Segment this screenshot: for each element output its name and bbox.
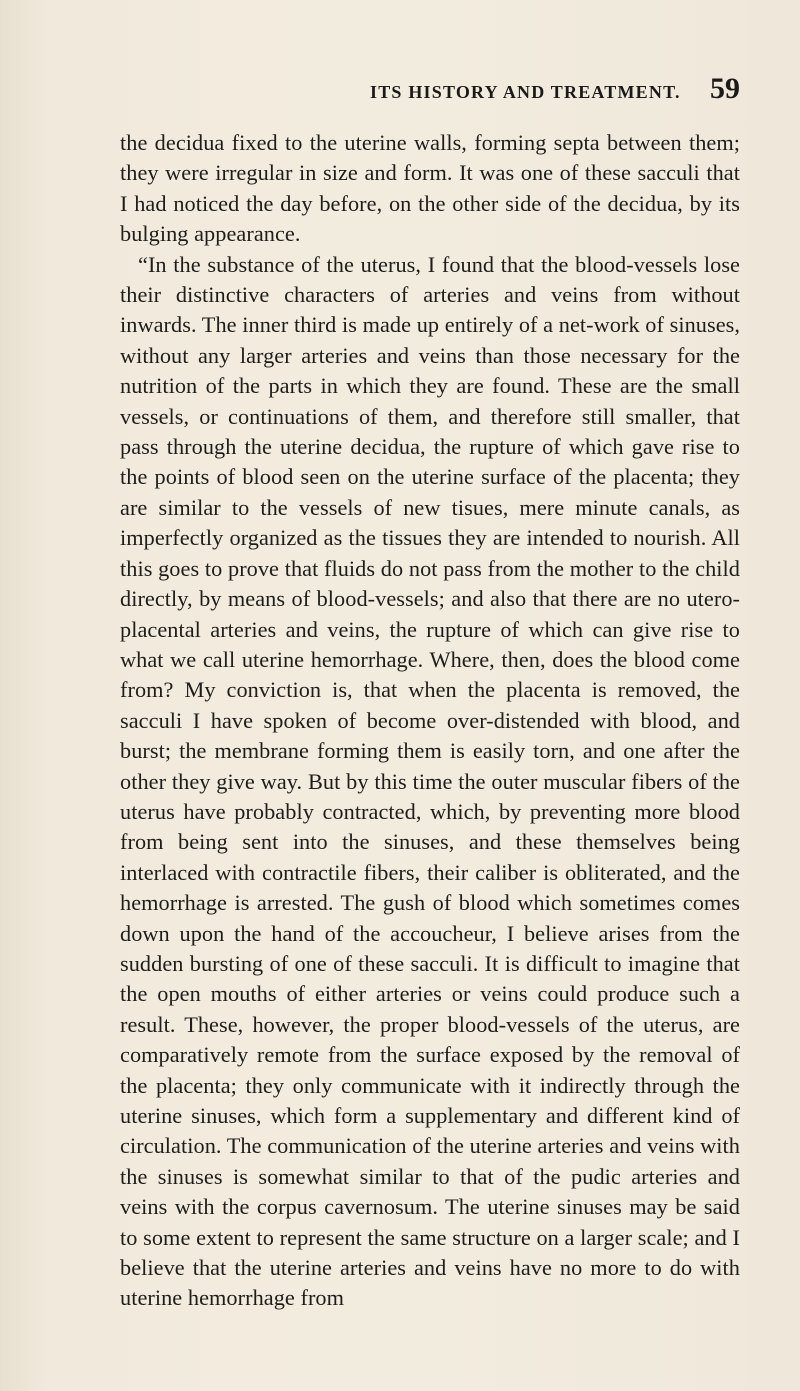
paragraph-quote: “In the substance of the uterus, I found that the blood-vessels lose their distinctive characters of arteries and veins from without inwards. The inner third is made up entirely of a net-work of sinuses, without any larger arteries and veins than those necessary for the nutrition of the parts in which they are found. These are the small vessels, or continuations of them, and therefore still smaller, that pass through the uterine decidua, the rupture of which gave rise to the points of blood seen on the uterine surface of the placenta; they are similar to the vessels of new tisues, mere minute canals, as imperfectly organized as the tissues they are intended to nourish. All this goes to prove that fluids do not pass from the mother to the child directly, by means of blood-vessels; and also that there are no utero-placental arteries and veins, the rupture of which can give rise to what we call uterine hemorrhage. Where, then, does the blood come from? My conviction is, that when the placenta is removed, the sacculi I have spoken of become over-distended with blood, and burst; the membrane forming them is easily torn, and one after the other they give way. But by this time the outer muscular fibers of the uterus have probably contracted, which, by preventing more blood from being sent into the sinuses, and these themselves being interlaced with contractile fibers, their caliber is obliterated, and the hemorrhage is arrested. The gush of blood which sometimes comes down upon the hand of the accoucheur, I believe arises from the sudden bursting of one of these sacculi. It is difficult to imagine that the open mouths of either arteries or veins could produce such a result. These, however, the proper blood-vessels of the uterus, are comparatively remote from the surface exposed by the removal of the placenta; they only communicate with it indirectly through the uterine sinuses, which form a supplementary and different kind of circulation. The communication of the uterine arteries and veins with the sinuses is somewhat similar to that of the pudic arteries and veins with the corpus cavernosum. The uterine sinuses may be said to some extent to represent the same structure on a larger scale; and I believe that the uterine arteries and veins have no more to do with uterine hemorrhage from bbox=[120, 251, 740, 1311]
paragraph-continuation: the decidua fixed to the uterine walls, forming septa between them; they were irregular in size and form. It was one of these sacculi that I had noticed the day before, on the other side of the decidua, by its bulging appearance. bbox=[120, 130, 740, 247]
body-text bbox=[120, 128, 740, 1314]
page-number: 59 bbox=[710, 72, 740, 105]
running-head: ITS HISTORY AND TREATMENT. bbox=[370, 82, 681, 102]
page-header bbox=[120, 74, 740, 110]
